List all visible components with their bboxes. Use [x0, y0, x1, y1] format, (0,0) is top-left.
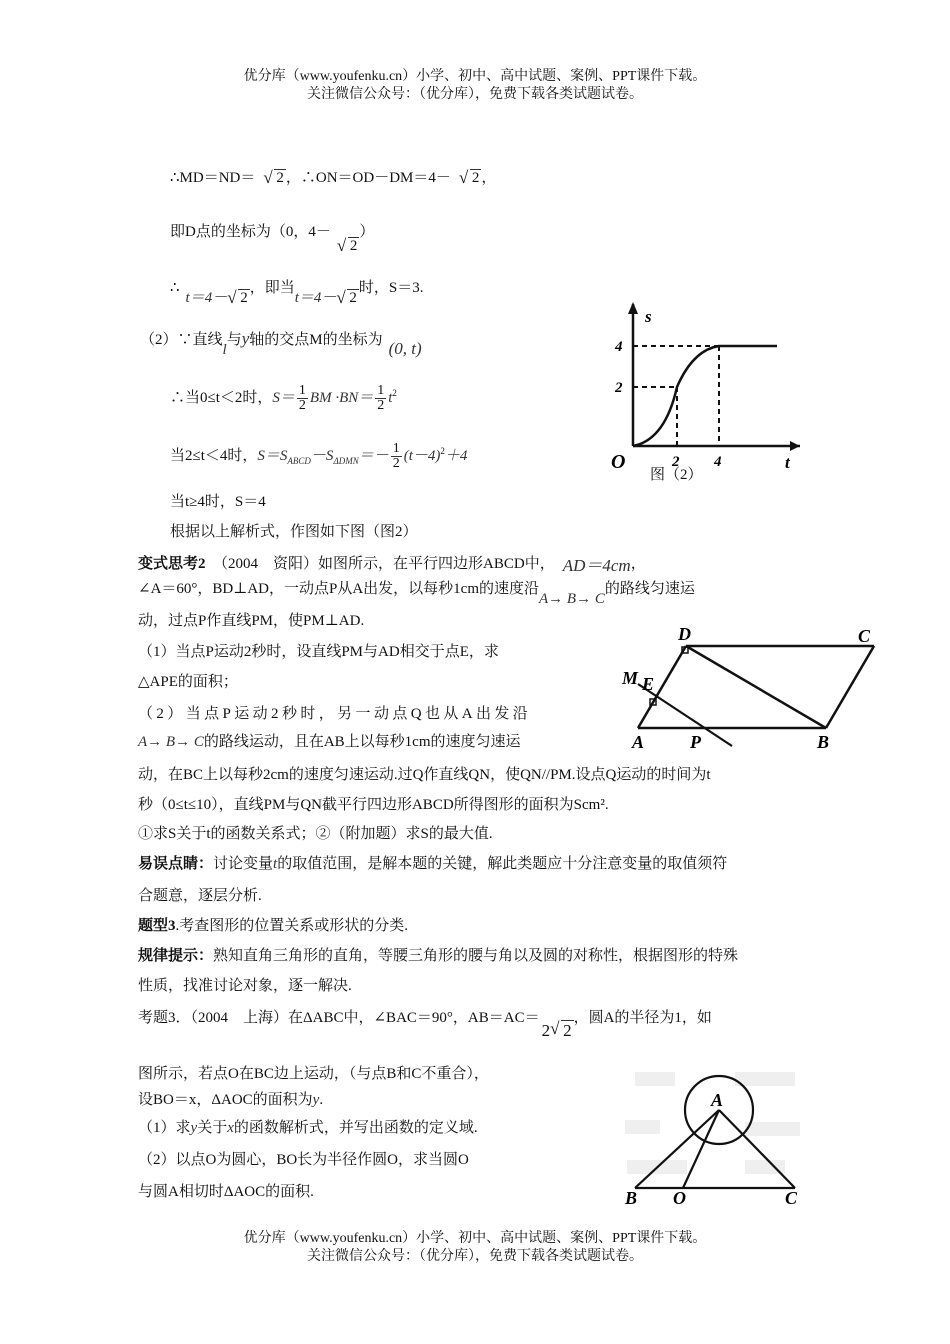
label-P: P — [690, 732, 701, 752]
tri-label-B: B — [625, 1188, 638, 1208]
variant2-line-3: 动，过点P作直线PM，使PM⊥AD. — [138, 613, 365, 629]
exam3-line-2: 图所示，若点O在BC边上运动，（与点B和C不重合）， — [138, 1066, 489, 1082]
solution-line-5: ∴当0≤t＜2时，S＝ $\frac{1}{2}$ BM ·BN＝ $\frac{1}{2}$ $t^2$ — [170, 383, 397, 413]
label-A: A — [632, 732, 645, 752]
type3-line: 题型3.考查图形的位置关系或形状的分类. — [138, 918, 409, 934]
rule-line-2: 性质，找准讨论对象，逐一解决. — [138, 978, 352, 994]
exam3-q1: （1）求y关于x的函数解析式，并写出函数的定义域. — [138, 1120, 478, 1136]
solution-line-2: 即D点的坐标为（0，4－√ 2） — [170, 220, 374, 241]
exam3-line-1: 考题3．（2004 上海）在ΔABC中，∠BAC＝90°，AB＝AC＝2√ 2，圆A的半径为1，如 — [138, 1006, 712, 1027]
variant2-q2-e: ①求S关于t的函数关系式；②（附加题）求S的最大值. — [138, 826, 493, 842]
variant2-q1-b: △APE的面积； — [138, 674, 238, 690]
variant2-q1-a: （1）当点P运动2秒时，设直线PM与AD相交于点E，求 — [138, 644, 499, 660]
solution-line-8: 根据以上解析式，作图如下图（图2） — [170, 524, 418, 540]
label-E: E — [642, 674, 655, 694]
variant2-q2-a: （2）当点P运动2秒时，另一动点Q也从A出发沿 — [138, 706, 532, 722]
tick-t-4: 4 — [714, 454, 722, 470]
tri-label-A: A — [711, 1090, 724, 1110]
variant2-line-1: 变式思考2 （2004 资阳）如图所示，在平行四边形ABCD中， AD＝4cm， — [138, 556, 646, 575]
header-line-1: 优分库（www.youfenku.cn）小学、初中、高中试题、案例、PPT课件下载。 — [243, 69, 707, 84]
t-axis-label: t — [785, 453, 790, 472]
solution-line-3: ∴t＝4－√ 2，即当t＝4－√ 2时，S＝3. — [170, 276, 424, 297]
label-M: M — [622, 668, 639, 688]
triangle-circle-figure — [615, 1060, 815, 1210]
tick-t-2: 2 — [672, 454, 680, 470]
tick-s-2: 2 — [615, 380, 623, 396]
solution-line-1: ∴MD＝ND＝√ 2 ，∴ON＝OD－DM＝4－√ 2 ， — [170, 166, 496, 187]
label-D: D — [678, 624, 691, 644]
solution-line-4: （2）∵直线l与y轴的交点M的坐标为 (0, t) — [140, 329, 422, 358]
variant2-q2-b: A→ B→ C的路线运动，且在AB上以每秒1cm的速度匀速运 — [138, 734, 521, 750]
tri-label-C: C — [785, 1188, 798, 1208]
tick-s-4: 4 — [615, 339, 623, 355]
label-C: C — [858, 626, 871, 646]
parallelogram-figure — [620, 622, 880, 756]
exam3-line-3: 设BO＝x，ΔAOC的面积为y. — [138, 1092, 324, 1108]
s-curve — [633, 346, 777, 446]
footer-line-1: 优分库（www.youfenku.cn）小学、初中、高中试题、案例、PPT课件下载。 — [243, 1231, 707, 1246]
pitfall-line-1: 易误点睛：讨论变量t的取值范围，是解本题的关键，解此类题应十分注意变量的取值须符 — [138, 856, 728, 872]
solution-line-6: 当2≤t＜4时，$S=S_{ABCD}-S_{\Delta DMN}=-$ $\frac{1}{2}$ $(t-4)^2+4$ — [170, 441, 468, 471]
graph-figure-2 — [605, 300, 805, 490]
exam3-q2-a: （2）以点O为圆心，BO长为半径作圆O，求当圆O — [138, 1152, 469, 1168]
exam3-q2-b: 与圆A相切时ΔAOC的面积. — [138, 1184, 314, 1200]
tri-label-O: O — [673, 1188, 686, 1208]
variant2-q2-c: 动，在BC上以每秒2cm的速度匀速运动.过Q作直线QN，使QN//PM.设点Q运动的时间为t — [138, 767, 711, 783]
variant2-line-2: ∠A＝60°，BD⊥AD，一动点P从A出发，以每秒1cm的速度沿A→ B→ C的路线匀速运 — [138, 581, 695, 607]
s-axis-label: s — [645, 307, 652, 326]
footer-line-2: 关注微信公众号：（优分库），免费下载各类试题试卷。 — [307, 1249, 643, 1264]
rule-line-1: 规律提示：熟知直角三角形的直角，等腰三角形的腰与角以及圆的对称性，根据图形的特殊 — [138, 948, 739, 964]
solution-line-7: 当t≥4时，S＝4 — [170, 494, 266, 510]
label-B: B — [817, 732, 830, 752]
pitfall-line-2: 合题意，逐层分析. — [138, 888, 262, 904]
header-line-2: 关注微信公众号：（优分库），免费下载各类试题试卷。 — [307, 87, 643, 102]
variant2-q2-d: 秒（0≤t≤10），直线PM与QN截平行四边形ABCD所得图形的面积为Scm². — [138, 797, 609, 813]
graph-caption: 图（2） — [650, 467, 703, 483]
origin-label: O — [611, 451, 626, 473]
